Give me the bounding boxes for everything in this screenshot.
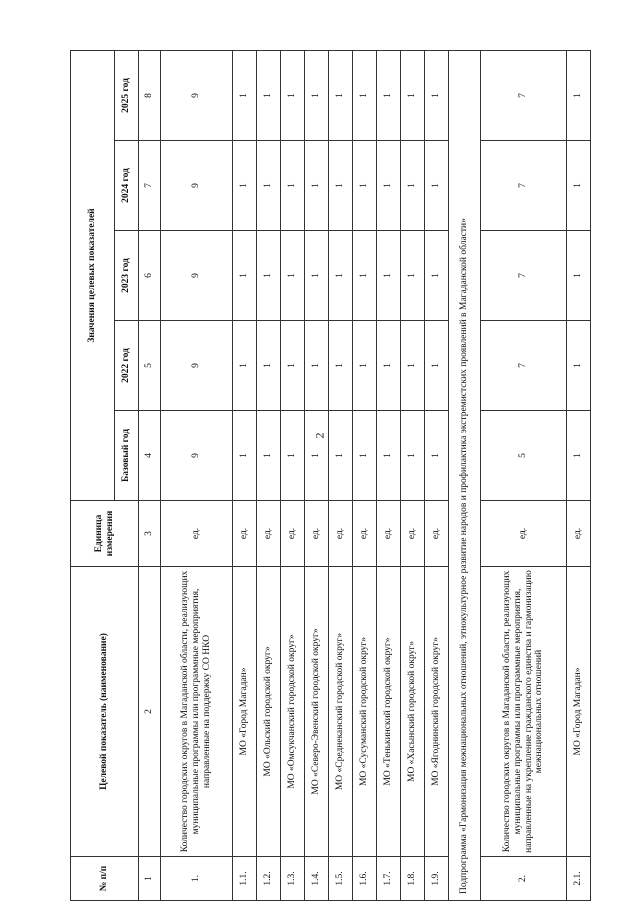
row-unit: ед. (481, 501, 567, 567)
column-numbers-row (139, 50, 161, 900)
row-value: 1 (425, 141, 449, 231)
row-value: 1 (233, 231, 257, 321)
row-number: 1.1. (233, 857, 257, 901)
row-value: 1 (281, 231, 305, 321)
header-values-group: Значения целевых показателей (71, 50, 115, 500)
table-row (425, 50, 449, 900)
row-value: 1 (281, 50, 305, 140)
row-indicator-name: МО «Ягоднинский городской округ» (425, 567, 449, 857)
header-name: Целевой показатель (наименование) (71, 567, 139, 857)
row-value: 9 (161, 411, 233, 501)
row-value: 1 (401, 411, 425, 501)
row-value: 1 (281, 411, 305, 501)
row-value: 9 (161, 141, 233, 231)
row-value: 1 (377, 321, 401, 411)
row-indicator-name: МО «Тенькинский городской округ» (377, 567, 401, 857)
table-row (233, 50, 257, 900)
row-value: 1 (401, 321, 425, 411)
row-value: 1 (257, 321, 281, 411)
row-value: 1 (377, 411, 401, 501)
row-value: 1 (377, 50, 401, 140)
row-indicator-name: Количество городских округов в Магаданской области, реализующих муниципальные программы или программные мероприятия, направленные на укрепление гражданского единства и гармонизацию межнациональных отношений (481, 567, 567, 857)
row-value: 1 (233, 411, 257, 501)
row-indicator-name: МО «Город Магадан» (567, 567, 591, 857)
page-number: 2 (312, 432, 327, 439)
table-row (353, 50, 377, 900)
row-number: 2.1. (567, 857, 591, 901)
row-value: 1 (425, 411, 449, 501)
row-number: 2. (481, 857, 567, 901)
row-value: 7 (481, 50, 567, 140)
row-unit: ед. (353, 501, 377, 567)
table-row (377, 50, 401, 900)
row-value: 1 (425, 50, 449, 140)
row-value: 1 (305, 231, 329, 321)
header-2023: 2023 год (115, 231, 139, 321)
row-indicator-name: МО «Город Магадан» (233, 567, 257, 857)
row-number: 1.2. (257, 857, 281, 901)
row-value: 1 (257, 50, 281, 140)
column-number: 3 (139, 501, 161, 567)
row-value: 1 (233, 50, 257, 140)
row-number: 1. (161, 857, 233, 901)
row-unit: ед. (401, 501, 425, 567)
row-number: 1.5. (329, 857, 353, 901)
row-indicator-name: МО «Сусуманский городской округ» (353, 567, 377, 857)
table-row (481, 50, 567, 900)
row-value: 7 (481, 231, 567, 321)
table-row (567, 50, 591, 900)
row-indicator-name: МО «Омсукчанский городской округ» (281, 567, 305, 857)
row-value: 1 (401, 141, 425, 231)
header-base-year: Базовый год (115, 411, 139, 501)
row-value: 1 (401, 50, 425, 140)
row-value: 1 (329, 321, 353, 411)
header-2024: 2024 год (115, 141, 139, 231)
row-unit: ед. (425, 501, 449, 567)
row-value: 1 (377, 141, 401, 231)
row-unit: ед. (257, 501, 281, 567)
table-row (401, 50, 425, 900)
row-unit: ед. (161, 501, 233, 567)
header-num: № п/п (71, 857, 139, 901)
row-value: 1 (305, 411, 329, 501)
column-number: 1 (139, 857, 161, 901)
row-value: 1 (329, 411, 353, 501)
row-value: 1 (567, 141, 591, 231)
row-value: 1 (305, 321, 329, 411)
row-value: 1 (329, 50, 353, 140)
row-value: 1 (567, 411, 591, 501)
row-number: 1.8. (401, 857, 425, 901)
row-value: 1 (353, 231, 377, 321)
row-indicator-name: МО «Хасынский городской округ» (401, 567, 425, 857)
row-value: 1 (353, 411, 377, 501)
row-value: 1 (567, 321, 591, 411)
rotated-table-wrapper (70, 51, 584, 901)
row-value: 1 (257, 231, 281, 321)
row-value: 1 (281, 321, 305, 411)
column-number: 8 (139, 50, 161, 140)
row-value: 1 (305, 50, 329, 140)
row-value: 1 (353, 50, 377, 140)
column-number: 6 (139, 231, 161, 321)
row-unit: ед. (377, 501, 401, 567)
target-indicators-table (70, 50, 591, 901)
row-value: 7 (481, 141, 567, 231)
row-value: 1 (257, 141, 281, 231)
table-row (257, 50, 281, 900)
row-value: 1 (401, 231, 425, 321)
row-indicator-name: МО «Северо-Эвенский городской округ» (305, 567, 329, 857)
header-2025: 2025 год (115, 50, 139, 140)
row-unit: ед. (281, 501, 305, 567)
header-2022: 2022 год (115, 321, 139, 411)
row-value: 1 (567, 50, 591, 140)
row-unit: ед. (329, 501, 353, 567)
row-number: 1.7. (377, 857, 401, 901)
row-number: 1.6. (353, 857, 377, 901)
header-unit: Единица измерения (71, 501, 139, 567)
row-value: 1 (257, 411, 281, 501)
row-value: 1 (329, 141, 353, 231)
row-unit: ед. (567, 501, 591, 567)
column-number: 7 (139, 141, 161, 231)
row-indicator-name: Количество городских округов в Магаданской области, реализующих муниципальные программы или программные мероприятия, направленные на поддержку СО НКО (161, 567, 233, 857)
row-value: 5 (481, 411, 567, 501)
table-body (71, 50, 591, 900)
column-number: 2 (139, 567, 161, 857)
table-row (281, 50, 305, 900)
row-value: 1 (233, 141, 257, 231)
row-value: 1 (329, 231, 353, 321)
row-value: 1 (281, 141, 305, 231)
row-value: 1 (233, 321, 257, 411)
column-number: 4 (139, 411, 161, 501)
row-number: 1.4. (305, 857, 329, 901)
row-value: 7 (481, 321, 567, 411)
row-unit: ед. (233, 501, 257, 567)
row-number: 1.3. (281, 857, 305, 901)
subprogram-row (449, 50, 481, 900)
table-row (161, 50, 233, 900)
row-value: 1 (425, 231, 449, 321)
row-value: 1 (305, 141, 329, 231)
row-number: 1.9. (425, 857, 449, 901)
row-value: 9 (161, 231, 233, 321)
row-value: 1 (567, 231, 591, 321)
table-row (305, 50, 329, 900)
row-unit: ед. (305, 501, 329, 567)
row-indicator-name: МО «Среднеканский городской округ» (329, 567, 353, 857)
row-value: 9 (161, 321, 233, 411)
subprogram-title: Подпрограмма «Гармонизация межнациональных отношений, этнокультурное развитие народов и профилактика экстремистских проявлений в Магаданской области» (449, 50, 481, 900)
row-indicator-name: МО «Ольский городской округ» (257, 567, 281, 857)
row-value: 1 (353, 321, 377, 411)
column-number: 5 (139, 321, 161, 411)
row-value: 1 (425, 321, 449, 411)
row-value: 1 (353, 141, 377, 231)
row-value: 9 (161, 50, 233, 140)
row-value: 1 (377, 231, 401, 321)
table-row (329, 50, 353, 900)
